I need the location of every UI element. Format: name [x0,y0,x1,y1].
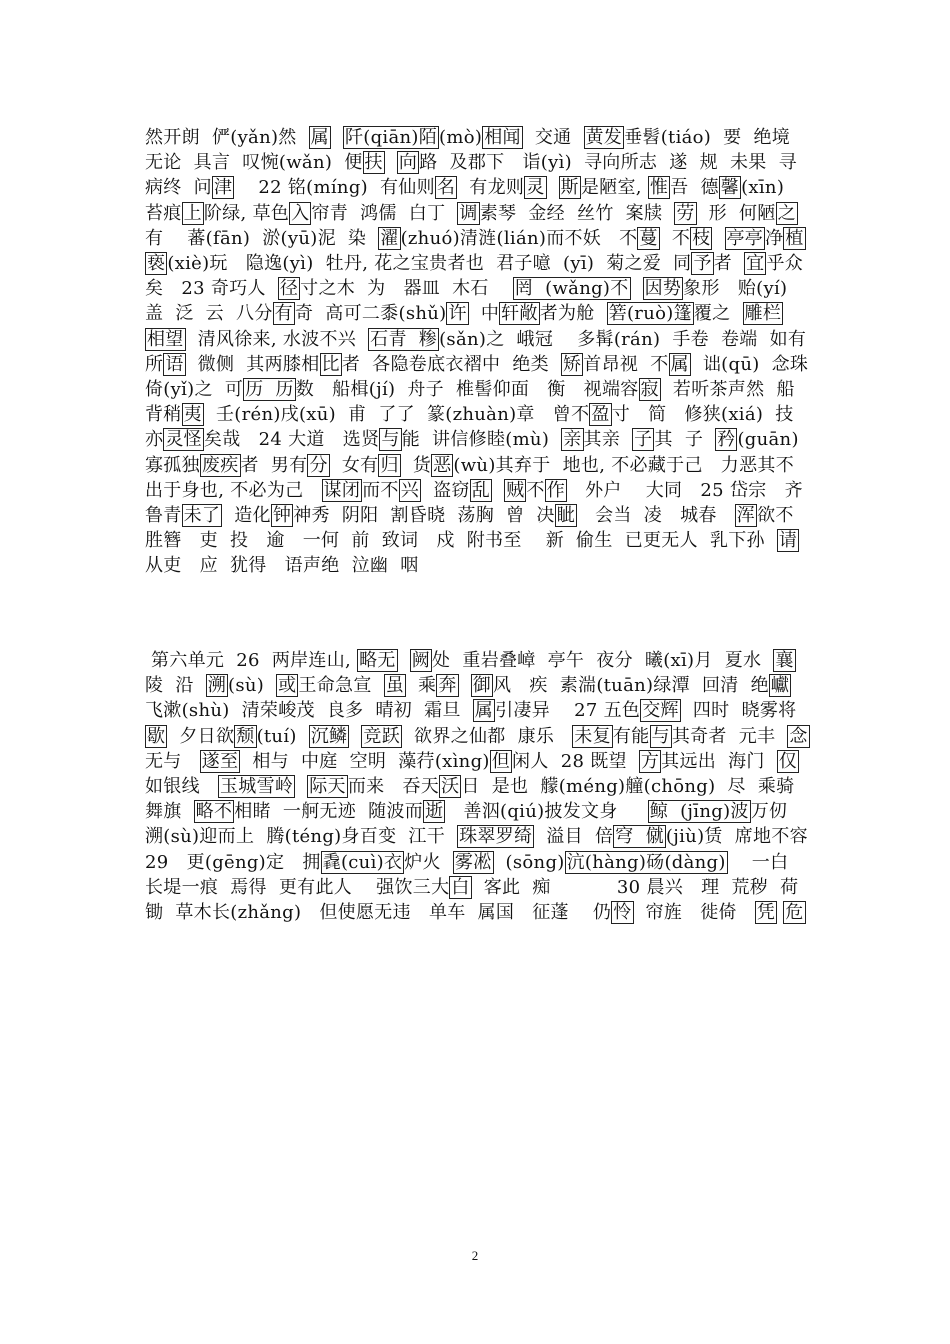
boxed-term: 请 [778,530,798,552]
text-run: 吾 德 [670,177,719,199]
text-run: 诎(qū) 念珠 倚(yǐ)之 可 [145,353,827,401]
boxed-term: 亭亭 [726,227,764,249]
text-run: 外户 大同 25 岱宗 齐鲁青 [145,479,803,527]
text-run: (sǎn)之 峨冠 多髯(rán) 手卷 卷端 如有所 [145,328,807,375]
boxed-term: 寂 [640,379,659,401]
boxed-term: 蔓 [639,227,658,249]
text-run: (tuí) [256,725,309,747]
boxed-term: 略不 [195,801,233,823]
boxed-term: 危 [785,902,804,924]
boxed-term: 轩敞 [501,303,538,325]
boxed-term: 与 [651,725,670,747]
text-run: 若听茶声然 船背稍 [145,379,795,426]
text-run: (mò) [439,127,483,148]
boxed-term: 相闻 [484,127,521,148]
text-run: 路 及郡下 诣(yì) 寻向所志 遂 规 未果 寻病终 问 [145,152,797,199]
text-run: 相睹 一舸无迹 随波而 [234,801,424,823]
text-run [398,650,410,671]
boxed-term: 但 [491,750,511,772]
text-run [631,278,643,299]
text-run [349,726,361,747]
text-run: 其 子 [654,429,716,451]
boxed-term: 白 [451,876,470,898]
boxed-term: 夷 [183,404,202,426]
vocab-paragraph-unit6 [145,648,839,925]
boxed-term: 毳(cuì)衣 [322,851,403,873]
text-run: (sōng) [493,851,565,873]
boxed-term: 属 [670,353,689,375]
text-run: 盗窃 [421,479,470,501]
boxed-term: 玉城雪岭 [219,776,294,798]
boxed-term: 亵 [147,253,166,275]
text-run: 垂髫(tiáo) 要 绝境 无论 具言 叹惋(wǎn) 便 [145,127,809,174]
boxed-term: 子 [634,429,653,451]
text-run: 日 是也 艨(méng)艟(chōng) 尽 乘骑舞旗 [145,776,795,823]
text-run [331,127,343,148]
text-run [712,228,724,249]
text-run: 欲界之仙都 康乐 [402,725,573,747]
text-run: 22 铭(míng) 有仙则 [234,177,435,199]
boxed-term: 谋闭 [323,479,361,501]
boxed-term: 阙 [411,650,431,671]
boxed-term: 阡(qiān)陌 [344,127,438,148]
text-run: 者 各隐卷底衣褶中 绝类 [341,353,561,375]
text-run: 阶绿, 草色 [203,202,290,224]
text-run: 飞漱(shù) 清荣峻茂 良多 晴初 霜旦 [145,675,804,722]
text-run: 首昂视 不 [583,353,669,375]
text-run: 第六单元 26 两岸连山, [145,650,358,671]
text-run: 王命急宣 [298,675,384,697]
text-run: 乘 [406,675,437,697]
text-run [492,480,504,501]
text-run: 神秀 阴阳 割昏晓 荡胸 曾 决 [293,505,555,527]
text-run: 不 [526,479,545,501]
text-run: 陵 沿 [145,675,206,697]
boxed-term: 因势 [644,278,682,300]
text-run: 善泅(qiú)披发文身 [445,801,648,823]
boxed-term: 遂至 [201,750,239,772]
boxed-term: 沉鳞 [310,725,348,747]
boxed-term: 有 [274,303,293,325]
boxed-term: 作 [546,479,565,501]
text-run: 乎众矣 23 奇巧人 [145,253,804,300]
text-run: 者为舱 [539,303,607,325]
text-run: 溢目 倍 [534,826,614,848]
text-run: (jiù)赁 席地不容 29 更(gēng)定 拥 [145,826,839,873]
text-run: 帘旌 徙倚 [633,902,755,924]
boxed-term: 宜 [746,253,765,275]
boxed-term: 恶 [433,454,452,476]
text-run [806,228,818,249]
text-run: 能 讲信修睦(mù) [401,429,562,451]
boxed-term: 钟 [272,505,292,527]
text-run: 素琴 金经 丝竹 案牍 [479,202,675,224]
text-run: 相与 中庭 空明 藻荇(xìng) [240,750,490,772]
boxed-term: 虽 [385,675,404,697]
text-run: 四时 晓雾将 [680,700,797,722]
boxed-term: 乱 [471,479,491,501]
boxed-term: 雕栏 [744,303,782,325]
boxed-term: 许 [448,303,467,325]
text-run: 引凄异 27 五色 [495,700,641,722]
text-run: 覆之 [693,303,743,325]
boxed-term: 歇 [147,725,166,747]
boxed-term: 调 [459,202,478,224]
boxed-term: 逝 [425,801,444,823]
boxed-term: 念 [789,725,808,747]
boxed-term: 归 [380,454,399,476]
text-run [459,675,471,696]
text-run: 而来 吞天 [347,776,440,798]
text-run: 者 男有 [240,454,308,476]
boxed-term: 御 [472,675,492,697]
text-run: 如银线 [145,776,218,798]
text-run: 闲人 28 既望 [512,750,639,772]
boxed-term: 穹 僦 [615,826,664,848]
text-run: 形 何陋 [696,202,776,224]
text-run: 其奇者 元丰 [671,725,788,747]
boxed-term: 相望 [147,328,184,350]
boxed-term: 灵怪 [165,429,202,451]
text-run: 有 蕃(fān) 淤(yū)泥 染 [145,227,379,249]
text-run: 一白 长堤一痕 焉得 更有此人 强饮三大 [145,851,801,898]
boxed-term: 亲 [563,429,582,451]
boxed-term: 际天 [309,776,346,798]
text-run: (xīn) 苔痕 [145,177,797,224]
text-run: 其亲 [583,429,633,451]
boxed-term: 或 [278,675,297,697]
text-run [385,152,397,173]
boxed-term: 仅 [778,750,798,772]
boxed-term: 灵 [526,177,545,199]
boxed-term: 馨 [720,177,740,199]
page-number: 2 [471,1248,479,1263]
boxed-term: 属 [310,127,329,148]
text-run: 从吏 应 犹得 语声绝 泣幽 咽 [145,555,419,577]
boxed-term: 入 [291,202,310,224]
text-run: 净 [765,227,784,249]
text-run: 是陋室, [580,177,648,199]
text-run: 象形 贻(yí) 盖 泛 云 八分 [145,278,806,325]
boxed-term: 向 [398,152,418,174]
boxed-term: 珠翠罗绮 [459,826,533,848]
boxed-term: 沆(hàng)砀(dàng) [566,851,726,873]
boxed-term: 襄 [775,650,794,671]
boxed-term: 津 [213,177,233,199]
boxed-term: 予 [693,253,712,275]
text-run: 矣哉 24 大道 选贤 [203,429,380,451]
boxed-term: 历 历 [245,379,294,401]
text-run: 货 [400,454,432,476]
boxed-term: 贼 [506,479,525,501]
boxed-term: 巘 [770,675,790,697]
vocab-paragraph-unit5 [145,125,827,579]
boxed-term: 怜 [613,902,632,924]
boxed-term: 奔 [438,675,457,697]
text-run: 夕日欲 [167,725,235,747]
boxed-term: 交辉 [642,700,679,722]
text-run: 奇 高可二黍(shǔ) [294,303,447,325]
boxed-term: 方 [640,750,660,772]
text-run: 中 [468,303,500,325]
boxed-term: 之 [777,202,796,224]
boxed-term: 比 [321,353,340,375]
boxed-term: 名 [436,177,456,199]
boxed-term: 眦 [556,505,576,527]
boxed-term: 斯 [560,177,579,199]
text-run: 会当 凌 城春 [577,505,735,527]
boxed-term: 矫 [562,353,582,375]
text-run [783,303,795,324]
boxed-term: 劳 [676,202,695,224]
boxed-term: 黄发 [585,127,623,148]
boxed-term: 罔 (wǎng)不 [514,278,629,300]
text-run: 无与 [145,750,200,772]
boxed-term: 竞跃 [363,725,401,747]
boxed-term: 凭 [756,902,776,924]
boxed-term: 惟 [649,177,669,199]
text-run: 者 [713,253,745,275]
text-run: (zhuó)清涟(lián)而不妖 不 [400,227,638,249]
text-run: 帘青 鸿儒 白丁 [311,202,458,224]
text-run: 微侧 其两膝相 [185,353,320,375]
boxed-term: 颓 [236,725,255,747]
boxed-term: 属 [474,700,494,722]
boxed-term: 鲸 (jīng)波 [649,801,749,823]
text-run: (wù)其弃于 地也, 不必藏于己 力恶其不出于身也, 不必为己 [145,454,795,501]
text-run: 万仞 溯(sù)迎而上 腾(téng)身百变 江干 [145,801,800,848]
boxed-term: 废疾 [201,454,239,476]
boxed-term: 语 [165,353,184,375]
boxed-term: 上 [183,202,202,224]
boxed-term: 箬(ruò)篷 [608,303,692,325]
text-run: 然开朗 俨(yǎn)然 [145,127,309,148]
text-run [295,776,307,797]
text-run: 清风徐来, 水波不兴 [185,328,369,350]
text-run: 有龙则 [457,177,525,199]
text-run: (xiè)玩 隐逸(yì) 牡丹, 花之宝贵者也 君子噫 (yī) 菊之爱 同 [167,253,692,275]
boxed-term: 矜 [717,429,736,451]
boxed-term: 径 [279,278,299,300]
boxed-term: 与 [381,429,400,451]
boxed-term: 石青 糁 [370,328,438,350]
text-run: 有能 [612,725,650,747]
text-run: 寸 简 修狭(xiá) 技 亦 [145,404,806,451]
boxed-term: 濯 [380,227,399,249]
text-run: 其远出 海门 [661,750,777,772]
text-run: 女有 [329,454,379,476]
text-run: (sù) [228,675,277,697]
boxed-term: 雾凇 [454,851,492,873]
boxed-term: 未了 [183,505,221,527]
text-run: 造化 [222,505,271,527]
boxed-term: 植 [785,227,804,249]
text-run: 欲不胜簪 吏 投 逾 一何 前 致词 戍 附书至 新 偷生 已更无人 乳下孙 [145,505,794,552]
boxed-term: 兴 [400,479,420,501]
text-run [547,177,559,198]
boxed-term: 浑 [736,505,756,527]
text-run: 数 船楫(jí) 舟子 椎髻仰面 衡 视端容 [295,379,639,401]
text-run: 不 [659,227,691,249]
text-run: 壬(rén)戌(xū) 甫 了了 篆(zhuàn)章 曾不 [203,404,590,426]
text-run: 客此 痴 30 晨兴 理 荒秽 荷锄 草木长(zhǎng) 但使愿无违 单车 属国 征蓬 仍 [145,876,799,924]
text-run: 寸之木 为 器皿 木石 [300,278,513,300]
text-run: 而不 [362,479,399,501]
boxed-term: 略无 [359,650,396,671]
text-run: 处 重岩叠嶂 亭午 夜分 曦(xī)月 夏水 [432,650,774,671]
boxed-term: 盈 [591,404,610,426]
boxed-term: 枝 [692,227,711,249]
boxed-term: 沃 [441,776,460,798]
boxed-term: 扶 [364,152,383,174]
text-run: 风 疾 素湍(tuān)绿潭 回清 绝 [493,675,769,697]
text-run: 交通 [522,127,584,148]
text-run: 炉火 [404,851,453,873]
boxed-term: 溯 [207,675,226,697]
boxed-term: 分 [309,454,328,476]
boxed-term: 未复 [574,725,611,747]
text-run: (guān)寡孤独 [145,429,799,476]
